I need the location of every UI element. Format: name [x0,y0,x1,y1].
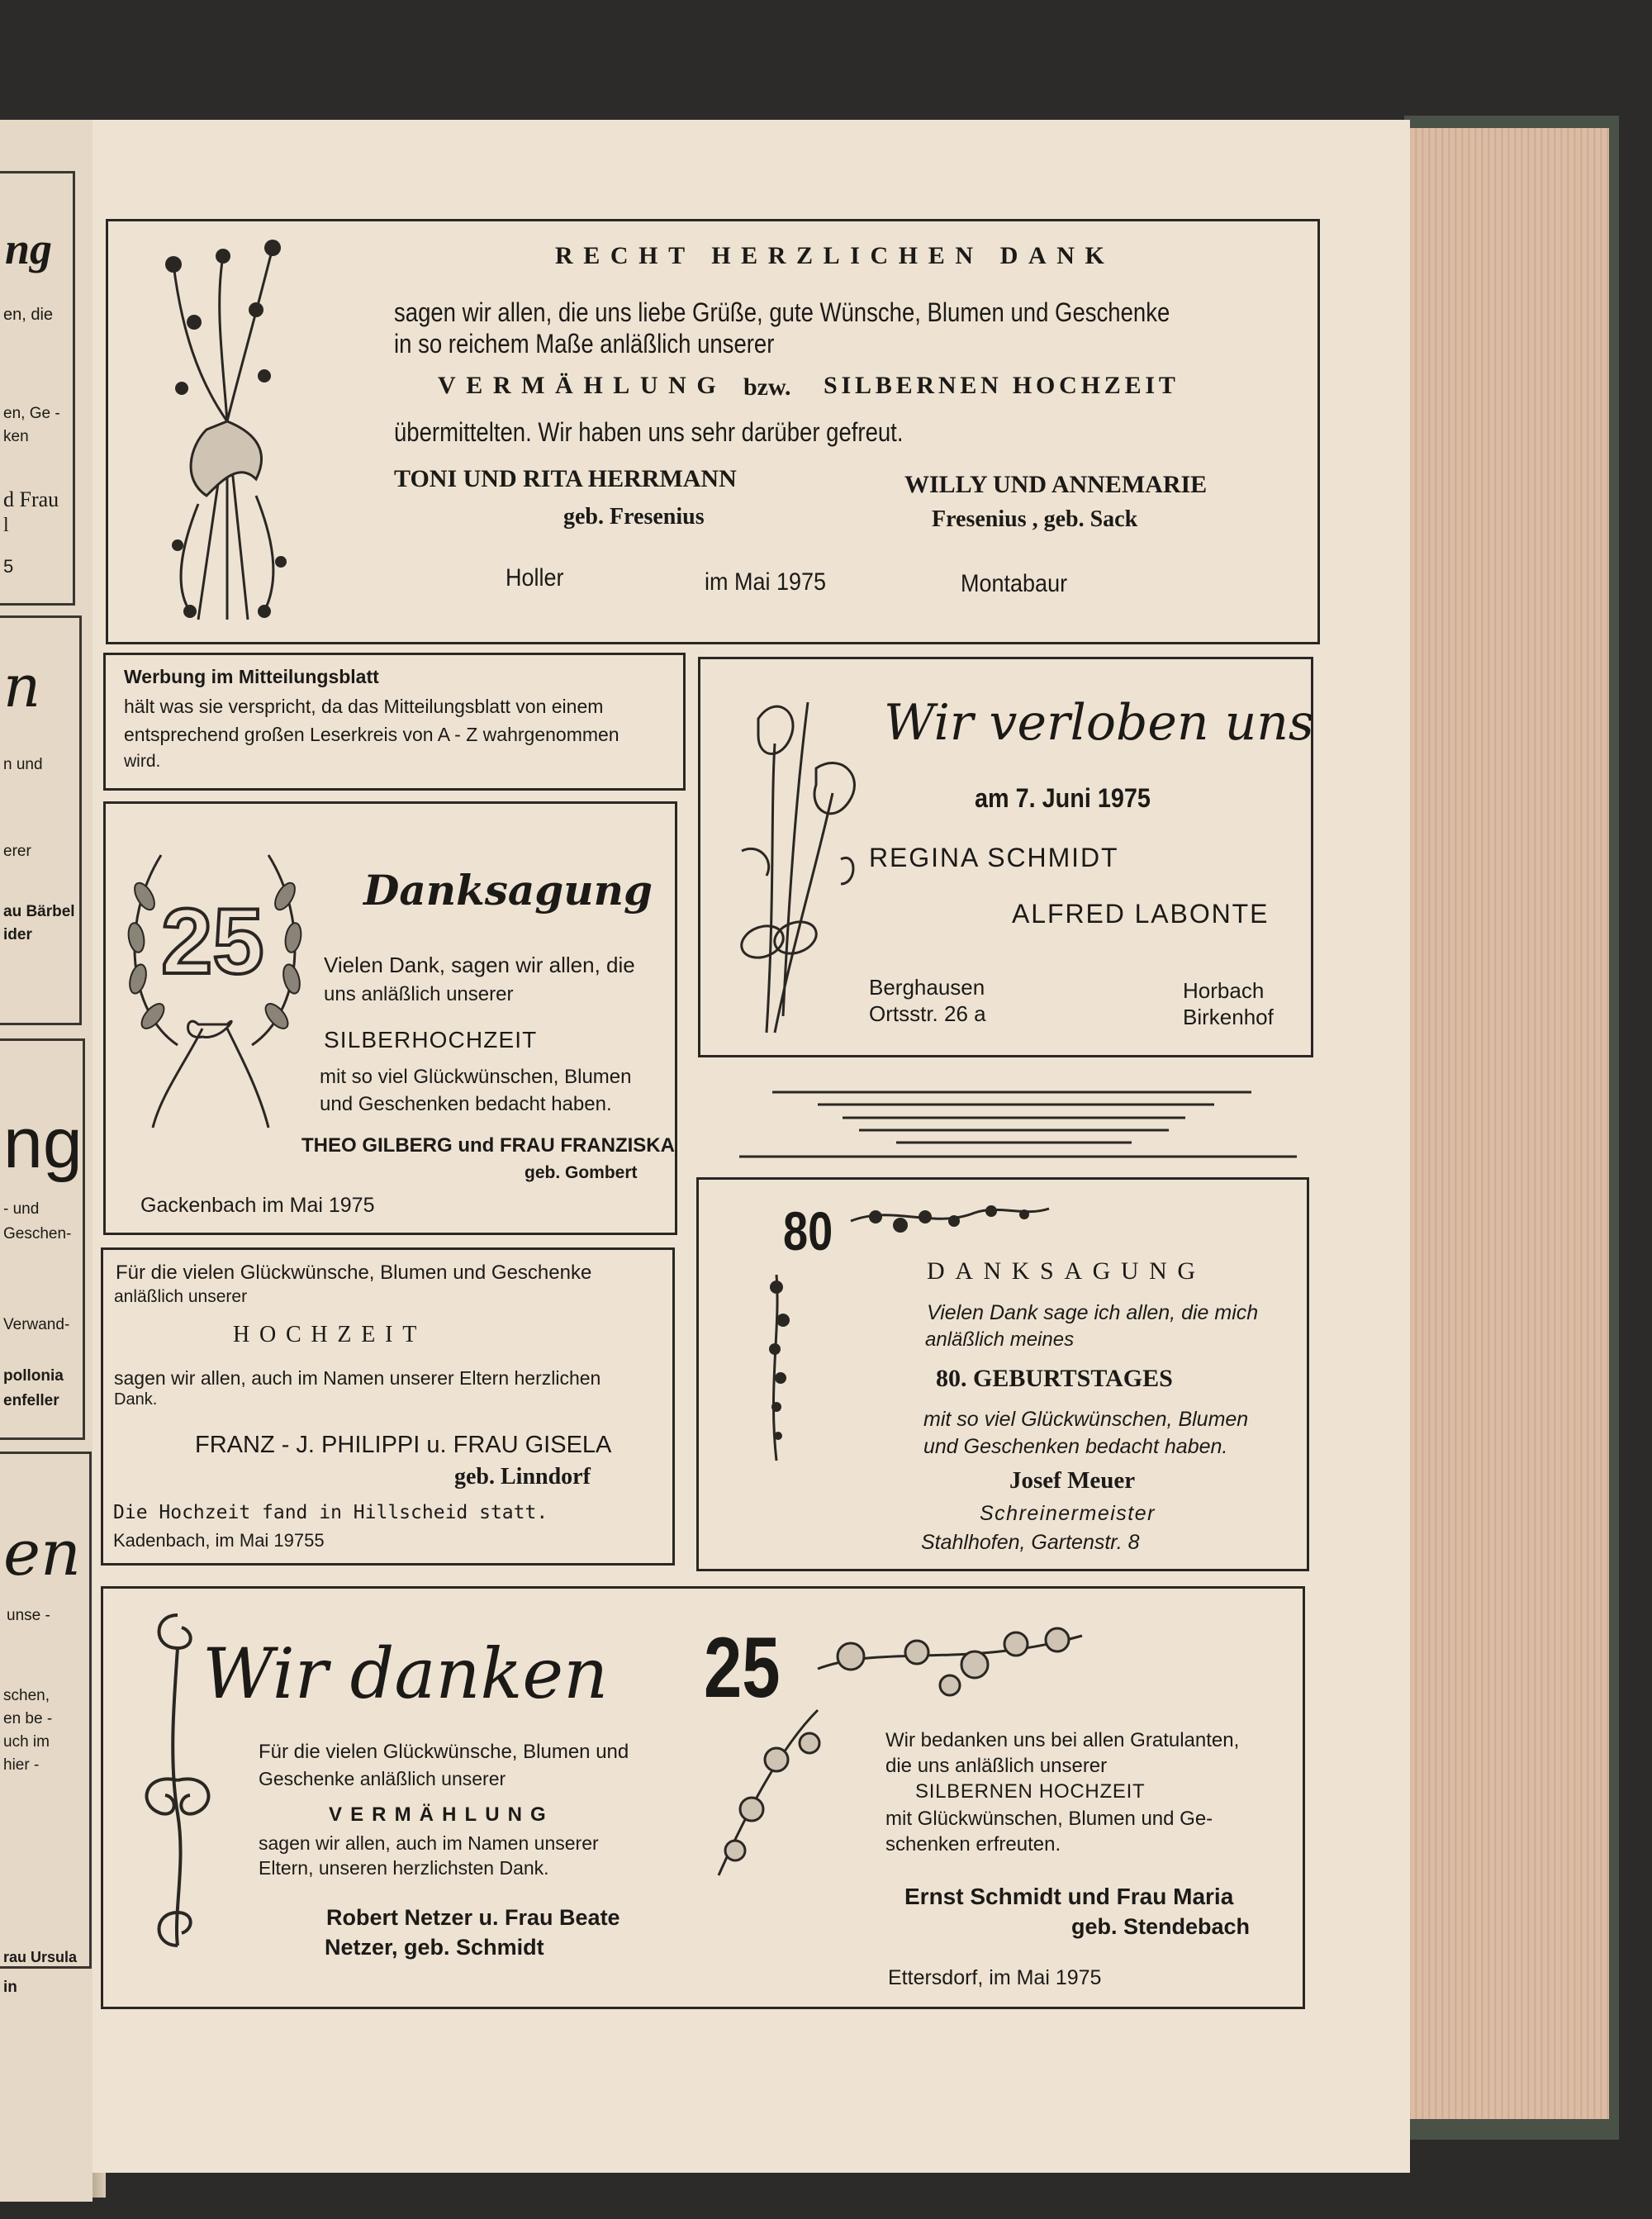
ad7-title: Wir danken [202,1633,609,1714]
left-fragment: en, Ge - [3,405,60,422]
ad1-occasion-a: VERMÄHLUNG [438,372,727,399]
ad8-line3: mit Glückwünschen, Blumen und Ge- [885,1808,1213,1830]
ad7-names1: Robert Netzer u. Frau Beate [326,1905,620,1930]
left-fragment: d Frau [3,487,59,511]
left-fragment: enfeller [3,1392,59,1409]
ad6-line2: anläßlich unserer [114,1287,248,1306]
ad8-line1: Wir bedanken uns bei allen Gratulanten, [885,1729,1240,1751]
ad8-line4: schenken erfreuten. [885,1833,1061,1856]
page-block-edge [1404,128,1609,2119]
left-fragment: ider [3,926,32,943]
ad5-line1: Vielen Dank sage ich allen, die mich [927,1301,1259,1324]
left-fragment: ken [3,428,29,445]
ad7-line3: sagen wir allen, auch im Namen unserer [259,1832,599,1854]
left-fragment: in [3,1979,17,1996]
ad6-line3: sagen wir allen, auch im Namen unserer Eltern herzlichen [114,1367,601,1389]
ad4-line4: und Geschenken bedacht haben. [320,1093,612,1115]
ad6-footer: Kadenbach, im Mai 19755 [113,1530,325,1551]
ad1-line2: in so reichem Maße anläßlich unserer [394,329,775,359]
ad8-occasion: SILBERNEN HOCHZEIT [915,1780,1146,1803]
ad1-place2: Montabaur [961,570,1068,597]
ad5-line2: anläßlich meines [925,1328,1075,1351]
left-fragment: n und [3,756,43,773]
ad3-addr1-line1: Berghausen [869,975,985,1000]
ad7-occasion: VERMÄHLUNG [329,1803,554,1826]
ad7-names2: Netzer, geb. Schmidt [325,1935,544,1960]
ad4-title: Danksagung [363,866,653,915]
ad5-address: Stahlhofen, Gartenstr. 8 [921,1531,1140,1554]
ad1-date: im Mai 1975 [705,568,827,596]
ad3-addr2-line1: Horbach [1183,978,1265,1003]
ad3-addr1-line2: Ortsstr. 26 a [869,1001,986,1026]
roses-rings-icon [725,686,866,1041]
left-fragment: 5 [3,556,14,577]
ad8-badge: 25 [704,1620,781,1716]
left-fragment: en [3,1516,81,1589]
separator-lines [735,1082,1313,1165]
ad2-line1: hält was sie verspricht, da das Mitteilungsblatt von einem [124,696,604,717]
ad3-name2: ALFRED LABONTE [1012,899,1270,929]
ad8-sub: geb. Stendebach [1071,1914,1251,1939]
ad3-date: am 7. Juni 1975 [975,783,1151,813]
ad4-badge: 25 [161,890,264,993]
left-fragment: unse - [7,1607,50,1624]
ad8-line2: die uns anläßlich unserer [885,1755,1108,1777]
ad3-name1: REGINA SCHMIDT [869,843,1119,872]
left-fragment: en be - [3,1710,53,1727]
ad4-names: THEO GILBERG und FRAU FRANZISKA [301,1134,675,1157]
ad6-occasion: HOCHZEIT [233,1322,427,1347]
ad4-footer: Gackenbach im Mai 1975 [140,1194,375,1217]
ad6-sub: geb. Linndorf [454,1464,591,1490]
ad1-line1: sagen wir allen, die uns liebe Grüße, gute Wünsche, Blumen und Geschenke [394,297,1170,327]
left-fragment: erer [3,843,31,860]
ad5-line3: mit so viel Glückwünschen, Blumen [923,1408,1249,1431]
left-fragment: ng [3,1104,83,1183]
ad2-line2: entsprechend großen Leserkreis von A - Z wahrgenommen [124,724,620,745]
ad8-footer: Ettersdorf, im Mai 1975 [888,1966,1102,1989]
ad1-couple1-name: TONI UND RITA HERRMANN [394,465,737,492]
ad6-note: Die Hochzeit fand in Hillscheid statt. [113,1502,548,1523]
left-fragment: au Bärbel [3,903,75,920]
left-fragment: Verwand- [3,1316,70,1333]
ad5-badge: 80 [783,1200,833,1262]
ad6-names: FRANZ - J. PHILIPPI u. FRAU GISELA [195,1432,612,1458]
ad2-title: Werbung im Mitteilungsblatt [124,666,379,687]
left-fragment: ng [5,224,53,273]
left-fragment: Geschen- [3,1225,72,1243]
ad5-occasion: 80. GEBURTSTAGES [936,1365,1173,1392]
left-page [0,120,93,2202]
left-fragment: en, die [3,306,54,324]
left-fragment: l [3,515,9,536]
ad4-line2: uns anläßlich unserer [324,983,514,1005]
ad3-addr2-line2: Birkenhof [1183,1005,1274,1029]
ad1-occasion-join: bzw. [743,373,791,401]
ad8-names: Ernst Schmidt und Frau Maria [904,1884,1234,1909]
left-fragment: schen, [3,1687,50,1704]
left-fragment: pollonia [3,1367,64,1385]
ad4-sub: geb. Gombert [525,1163,638,1182]
left-fragment: rau Ursula [3,1949,78,1965]
ad1-line3: übermittelten. Wir haben uns sehr darüber gefreut. [394,417,904,447]
left-fragment: hier - [3,1756,40,1774]
left-fragment: - und [3,1200,40,1218]
ad4-line1: Vielen Dank, sagen wir allen, die [324,953,635,977]
ad6-line1: Für die vielen Glückwünsche, Blumen und Geschenke [116,1262,592,1284]
ad5-job: Schreinermeister [980,1502,1156,1525]
ad1-couple2-sub: Fresenius , geb. Sack [932,506,1138,532]
ad6-line4: Dank. [114,1390,158,1409]
ad7-line2: Geschenke anläßlich unserer [259,1768,506,1789]
ad1-place1: Holler [506,564,564,592]
ad4-occasion: SILBERHOCHZEIT [324,1027,538,1052]
ad1-heading: RECHT HERZLICHEN DANK [555,242,1115,269]
ad4-line3: mit so viel Glückwünschen, Blumen [320,1066,632,1088]
ad1-couple1-sub: geb. Fresenius [563,504,705,530]
ad1-occasion-b: SILBERNEN HOCHZEIT [824,372,1180,399]
ad5-line4: und Geschenken bedacht haben. [923,1435,1228,1458]
ad3-title: Wir verloben uns [884,694,1314,752]
ad5-title: DANKSAGUNG [927,1257,1206,1285]
ad5-name: Josef Meuer [1009,1467,1136,1494]
ad1-couple2-name: WILLY UND ANNEMARIE [904,471,1208,498]
left-fragment: n [3,653,41,720]
ad7-line1: Für die vielen Glückwünsche, Blumen und [259,1741,629,1763]
left-fragment: uch im [3,1733,50,1751]
ad2-line3: wird. [124,752,161,771]
flower-bouquet-icon [149,231,306,628]
ad7-line4: Eltern, unseren herzlichsten Dank. [259,1857,549,1879]
